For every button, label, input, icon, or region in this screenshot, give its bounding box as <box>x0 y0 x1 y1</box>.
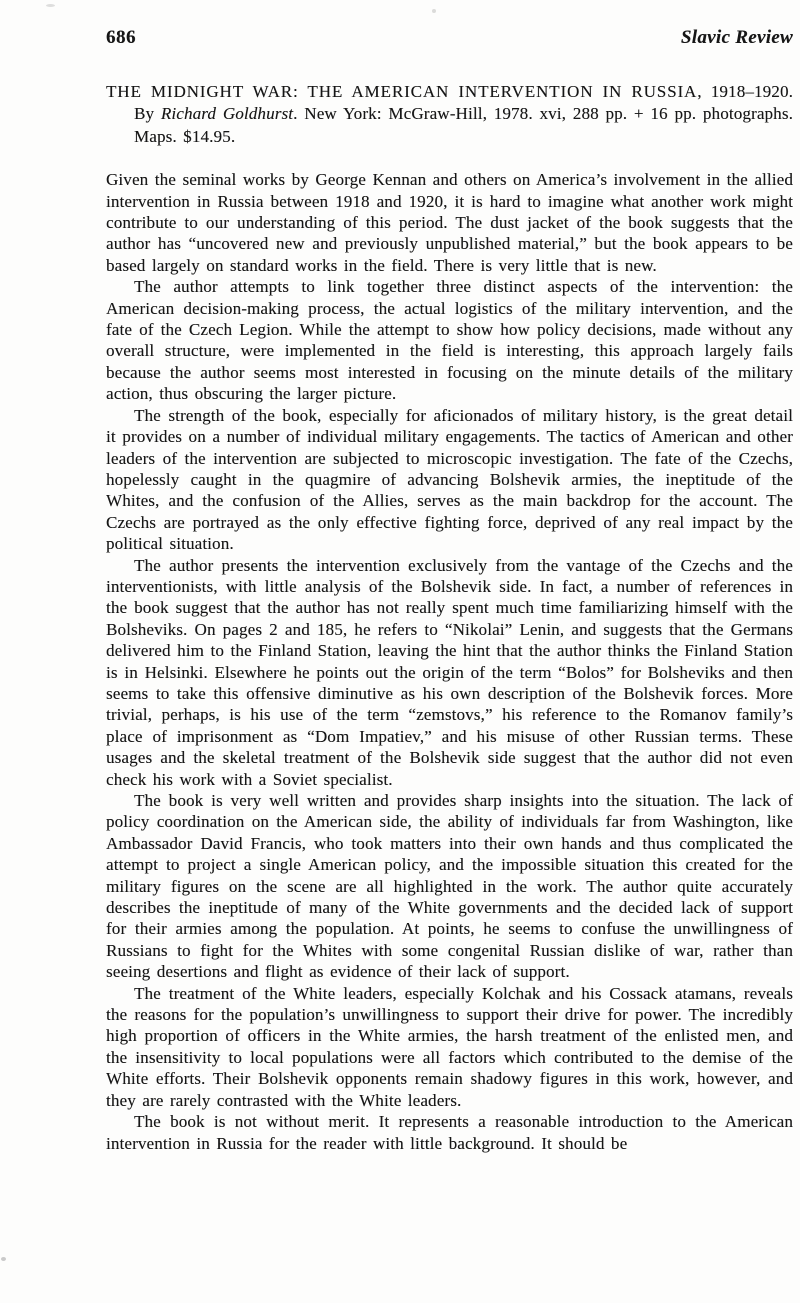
scan-speck <box>1 1257 6 1261</box>
review-paragraph: The author attempts to link together three distinct aspects of the intervention: the American decision-making process, the actual logistics of the military intervention, and the fate of the Czech Legion. While the attempt to show how policy decisions, made without any overall structure, were implemented in the field is interesting, this approach largely fails because the author seems most interested in focusing on the minute details of the military action, thus obscuring the larger picture. <box>106 277 793 404</box>
citation-book-title: THE MIDNIGHT WAR: THE AMERICAN INTERVENTION IN RUSSIA, <box>106 82 703 101</box>
scan-speck <box>432 9 436 13</box>
review-paragraph: Given the seminal works by George Kennan and others on America’s involvement in the allied intervention in Russia between 1918 and 1920, it is hard to imagine what another work might contribute to our understanding of this period. The dust jacket of the book suggests that the author has “uncovered new and previously unpublished material,” but the book appears to be based largely on standard works in the field. There is very little that is new. <box>106 170 793 275</box>
review-body <box>106 169 793 1154</box>
book-citation <box>106 81 793 148</box>
page-header <box>106 26 793 50</box>
review-paragraph: The book is very well written and provides sharp insights into the situation. The lack of policy coordination on the American side, the ability of individuals far from Washington, like Ambassador David Francis, who took matters into their own hands and thus complicated the attempt to project a single American policy, and the impossible situation this created for the military figures on the scene are all highlighted in the work. The author quite accurately describes the ineptitude of many of the White governments and the decided lack of support for their armies among the population. At points, he seems to confuse the unwillingness of Russians to fight for the Whites with some congenital Russian dislike of war, rather than seeing desertions and flight as evidence of their lack of support. <box>106 791 793 982</box>
citation-publication-info: . New York: McGraw-Hill, 1978. xvi, 288 pp. + 16 pp. photographs. Maps. $14.95. <box>134 104 793 146</box>
review-paragraph: The book is not without merit. It represents a reasonable introduction to the American intervention in Russia for the reader with little background. It should be <box>106 1112 793 1153</box>
page-number: 686 <box>106 27 136 48</box>
citation-author: Richard Goldhurst <box>160 104 294 124</box>
scan-speck <box>46 4 55 7</box>
citation-dates: 1918–1920. By <box>134 82 793 124</box>
review-paragraph: The treatment of the White leaders, especially Kolchak and his Cossack atamans, reveals the reasons for the population’s unwillingness to support their drive for power. The incredibly high proportion of officers in the White armies, the harsh treatment of the enlisted men, and the insensitivity to local populations were all factors which contributed to the demise of the White efforts. Their Bolshevik opponents remain shadowy figures in this work, however, and they are rarely contrasted with the White leaders. <box>106 983 793 1110</box>
journal-title: Slavic Review <box>680 27 793 48</box>
review-paragraph: The author presents the intervention exclusively from the vantage of the Czechs and the interventionists, with little analysis of the Bolshevik side. In fact, a number of references in the book suggest that the author has not really spent much time familiarizing himself with the Bolsheviks. On pages 2 and 185, he refers to “Nikolai” Lenin, and suggests that the Germans delivered him to the Finland Station, leaving the hint that the author thinks the Finland Station is in Helsinki. Elsewhere he points out the origin of the term “Bolos” for Bolsheviks and then seems to take this offensive diminutive as his own description of the Bolshevik forces. More trivial, perhaps, is his use of the term “zemstovs,” his reference to the Romanov family’s place of imprisonment as “Dom Impatiev,” and his misuse of other Russian terms. These usages and the skeletal treatment of the Bolshevik side suggest that the author did not even check his work with a Soviet specialist. <box>106 555 793 789</box>
review-paragraph: The strength of the book, especially for aficionados of military history, is the great detail it provides on a number of individual military engagements. The tactics of American and other leaders of the intervention are subjected to microscopic investigation. The fate of the Czechs, hopelessly caught in the quagmire of advancing Bolshevik armies, the ineptitude of the Whites, and the confusion of the Allies, serves as the main backdrop for the account. The Czechs are portrayed as the only effective fighting force, deprived of any real impact by the political situation. <box>106 405 793 554</box>
